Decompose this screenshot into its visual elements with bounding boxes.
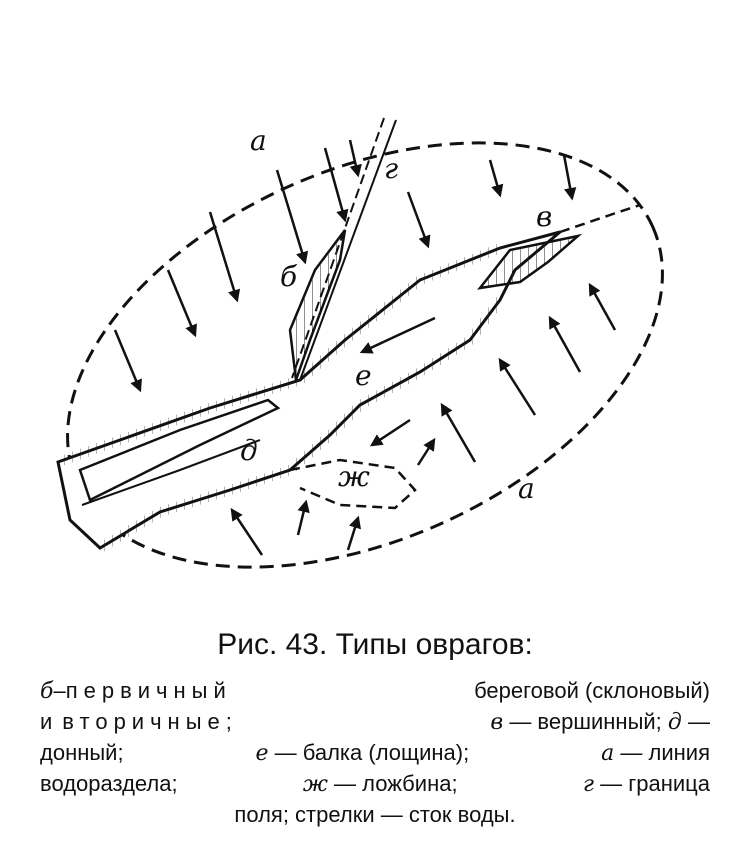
main-gully-balka: [58, 232, 560, 548]
caption-line-4-mid: [303, 769, 458, 800]
caption-line-3-right: [601, 738, 710, 769]
caption-line-2-right: [490, 707, 710, 738]
caption-coastal: береговой (склоновый): [474, 678, 710, 703]
caption-dash: –: [53, 678, 66, 703]
caption-letter-zh: ж: [302, 772, 328, 797]
caption-primary: первичный: [65, 678, 232, 703]
caption-border: — граница: [600, 771, 710, 796]
caption-watershed: водораздела;: [40, 771, 178, 796]
label-zh: ж: [338, 460, 370, 493]
caption-line-5: [40, 800, 710, 830]
caption-letter-a: а: [601, 741, 615, 766]
caption-body: [40, 676, 710, 830]
caption-line-3: [40, 738, 710, 769]
label-a-top: а: [250, 124, 267, 157]
caption-letter-g: г: [582, 772, 594, 797]
label-g: г: [384, 152, 399, 185]
caption-line-4-right: [583, 769, 710, 800]
label-b: б: [280, 260, 298, 293]
caption-bottom: донный;: [40, 740, 124, 765]
caption-letter-d: д: [667, 710, 682, 735]
caption-and: и: [40, 709, 53, 734]
caption-line: — линия: [620, 740, 710, 765]
caption-field-arrows: поля; стрелки — сток воды.: [234, 802, 516, 827]
label-v: в: [536, 200, 553, 233]
caption-letter-b: б: [40, 679, 54, 704]
caption-apical: — вершинный;: [509, 709, 662, 734]
head-gully-extension: [560, 205, 640, 232]
label-d: д: [240, 434, 258, 467]
caption-hollow: — ложбина;: [334, 771, 458, 796]
caption-letter-e: е: [255, 741, 269, 766]
caption-line-3-mid: [255, 738, 469, 769]
caption-title: Рис. 43. Типы оврагов:: [217, 628, 533, 661]
caption-line-4: [40, 769, 710, 800]
label-a-bottom: а: [518, 472, 535, 505]
caption-letter-v: в: [490, 710, 504, 735]
caption-line-1: [40, 676, 710, 707]
caption-secondary: вторичные;: [62, 709, 238, 734]
label-e: е: [355, 359, 372, 392]
caption-balka: — балка (лощина);: [274, 740, 470, 765]
caption-line-1-left: [40, 676, 232, 707]
caption-line-2: [40, 707, 710, 738]
caption-line-2-left: [40, 707, 238, 738]
caption-dash-2: —: [688, 709, 710, 734]
